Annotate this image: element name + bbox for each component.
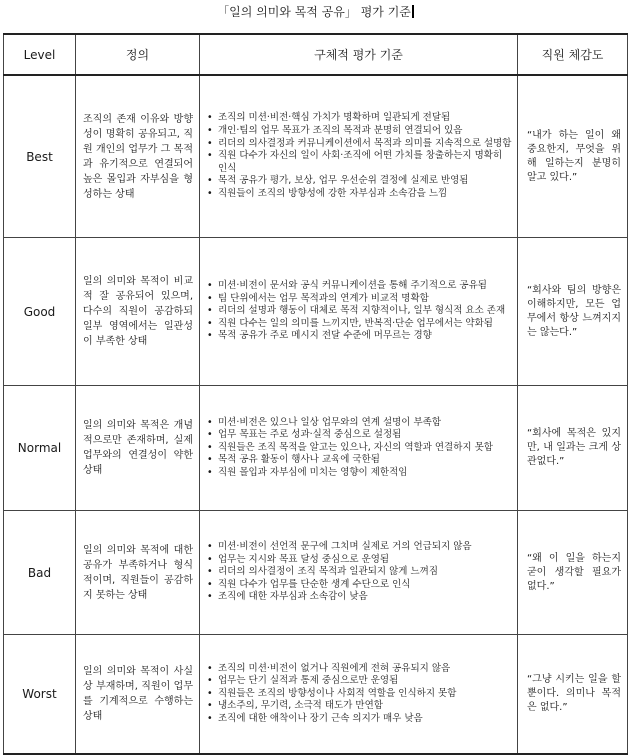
criteria-item: • 직원 몰입과 자부심에 미치는 영향이 제한적임: [204, 467, 512, 480]
perception-cell: “왜 이 일을 하는지 굳이 생각할 필요가 없다.”: [518, 511, 628, 635]
criteria-item: • 목적 공유 활동이 행사나 교육에 국한됨: [204, 454, 512, 467]
criteria-item: • 직원 다수는 일의 의미를 느끼지만, 반복적·단순 업무에서는 약화됨: [204, 318, 512, 331]
table-header: [4, 34, 628, 75]
header-level: Level: [4, 34, 76, 75]
definition-cell: 일의 의미와 목적이 비교적 잘 공유되어 있으며, 다수의 직원이 공감하되 일부 영역에서는 일관성이 부족한 상태: [76, 238, 200, 386]
perception-cell: “그냥 시키는 일을 할 뿐이다. 의미나 목적은 없다.”: [518, 635, 628, 755]
criteria-cell: [200, 635, 518, 755]
title-text: 「일의 의미와 목적 공유」 평가 기준: [217, 5, 411, 19]
criteria-item: • 리더의 의사결정과 커뮤니케이션에서 목적과 의미를 지속적으로 설명함: [204, 138, 512, 151]
criteria-item: • 조직의 미션·비전·핵심 가치가 명확하며 일관되게 전달됨: [204, 112, 512, 125]
criteria-item: • 조직에 대한 자부심과 소속감이 낮음: [204, 591, 512, 604]
criteria-item: • 목적 공유가 평가, 보상, 업무 우선순위 결정에 실제로 반영됨: [204, 175, 512, 188]
evaluation-table: [3, 33, 628, 755]
criteria-item: • 직원 다수가 업무를 단순한 생계 수단으로 인식: [204, 579, 512, 592]
criteria-list: [204, 112, 512, 200]
table-row-normal: [4, 386, 628, 511]
criteria-cell: [200, 238, 518, 386]
criteria-item: • 직원 다수가 자신의 일이 사회·조직에 어떤 가치를 창출하는지 명확히 인식: [204, 150, 512, 175]
definition-cell: 일의 의미와 목적이 사실상 부재하며, 직원이 업무를 기계적으로 수행하는 상태: [76, 635, 200, 755]
criteria-cell: [200, 511, 518, 635]
criteria-item: • 조직에 대한 애착이나 장기 근속 의지가 매우 낮음: [204, 713, 512, 726]
criteria-list: [204, 663, 512, 726]
criteria-item: • 미션·비전은 있으나 일상 업무와의 연계 설명이 부족함: [204, 417, 512, 430]
criteria-item: • 개인·팀의 업무 목표가 조직의 목적과 분명히 연결되어 있음: [204, 125, 512, 138]
perception-cell: “회사에 목적은 있지만, 내 일과는 크게 상관없다.”: [518, 386, 628, 511]
level-cell: Bad: [4, 511, 76, 635]
criteria-list: [204, 280, 512, 343]
criteria-list: [204, 417, 512, 480]
criteria-item: • 업무는 단기 실적과 통제 중심으로만 운영됨: [204, 675, 512, 688]
criteria-item: • 직원들은 조직의 방향성이나 사회적 역할을 인식하지 못함: [204, 688, 512, 701]
table-row-worst: [4, 635, 628, 755]
criteria-cell: [200, 386, 518, 511]
level-cell: Best: [4, 75, 76, 238]
criteria-item: • 업무 목표는 주로 성과·실적 중심으로 설정됨: [204, 429, 512, 442]
criteria-list: [204, 541, 512, 604]
criteria-item: • 미션·비전이 문서와 공식 커뮤니케이션을 통해 주기적으로 공유됨: [204, 280, 512, 293]
criteria-item: • 직원들은 조직 목적을 알고는 있으나, 자신의 역할과 연결하지 못함: [204, 442, 512, 455]
document-title: [0, 4, 631, 20]
definition-cell: 일의 의미와 목적은 개념적으로만 존재하며, 실제 업무와의 연결성이 약한 상태: [76, 386, 200, 511]
text-cursor: [412, 5, 414, 18]
table-row-good: [4, 238, 628, 386]
criteria-item: • 목적 공유가 주로 메시지 전달 수준에 머무르는 경향: [204, 330, 512, 343]
header-definition: 정의: [76, 34, 200, 75]
header-criteria: 구체적 평가 기준: [200, 34, 518, 75]
criteria-item: • 리더의 의사결정이 조직 목적과 일관되지 않게 느껴짐: [204, 566, 512, 579]
criteria-item: • 리더의 설명과 행동이 대체로 목적 지향적이나, 일부 형식적 요소 존재: [204, 305, 512, 318]
level-cell: Worst: [4, 635, 76, 755]
definition-cell: 일의 의미와 목적에 대한 공유가 부족하거나 형식적이며, 직원들이 공감하지 못하는 상태: [76, 511, 200, 635]
level-cell: Good: [4, 238, 76, 386]
perception-cell: “내가 하는 일이 왜 중요한지, 무엇을 위해 일하는지 분명히 알고 있다.”: [518, 75, 628, 238]
criteria-cell: [200, 75, 518, 238]
table-row-best: [4, 75, 628, 238]
criteria-item: • 냉소주의, 무기력, 소극적 태도가 만연함: [204, 700, 512, 713]
table-row-bad: [4, 511, 628, 635]
level-cell: Normal: [4, 386, 76, 511]
criteria-item: • 조직의 미션·비전이 없거나 직원에게 전혀 공유되지 않음: [204, 663, 512, 676]
criteria-item: • 직원들이 조직의 방향성에 강한 자부심과 소속감을 느낌: [204, 188, 512, 201]
criteria-item: • 미션·비전이 선언적 문구에 그치며 실제로 거의 언급되지 않음: [204, 541, 512, 554]
header-perception: 직원 체감도: [518, 34, 628, 75]
criteria-item: • 팀 단위에서는 업무 목적과의 연계가 비교적 명확함: [204, 293, 512, 306]
table-body: [4, 75, 628, 754]
header-row: [4, 34, 628, 75]
criteria-item: • 업무는 지시와 목표 달성 중심으로 운영됨: [204, 554, 512, 567]
definition-cell: 조직의 존재 이유와 방향성이 명확히 공유되고, 직원 개인의 업무가 그 목적과 유기적으로 연결되어 높은 몰입과 자부심을 형성하는 상태: [76, 75, 200, 238]
perception-cell: “회사와 팀의 방향은 이해하지만, 모든 업무에서 항상 느껴지지는 않는다.”: [518, 238, 628, 386]
